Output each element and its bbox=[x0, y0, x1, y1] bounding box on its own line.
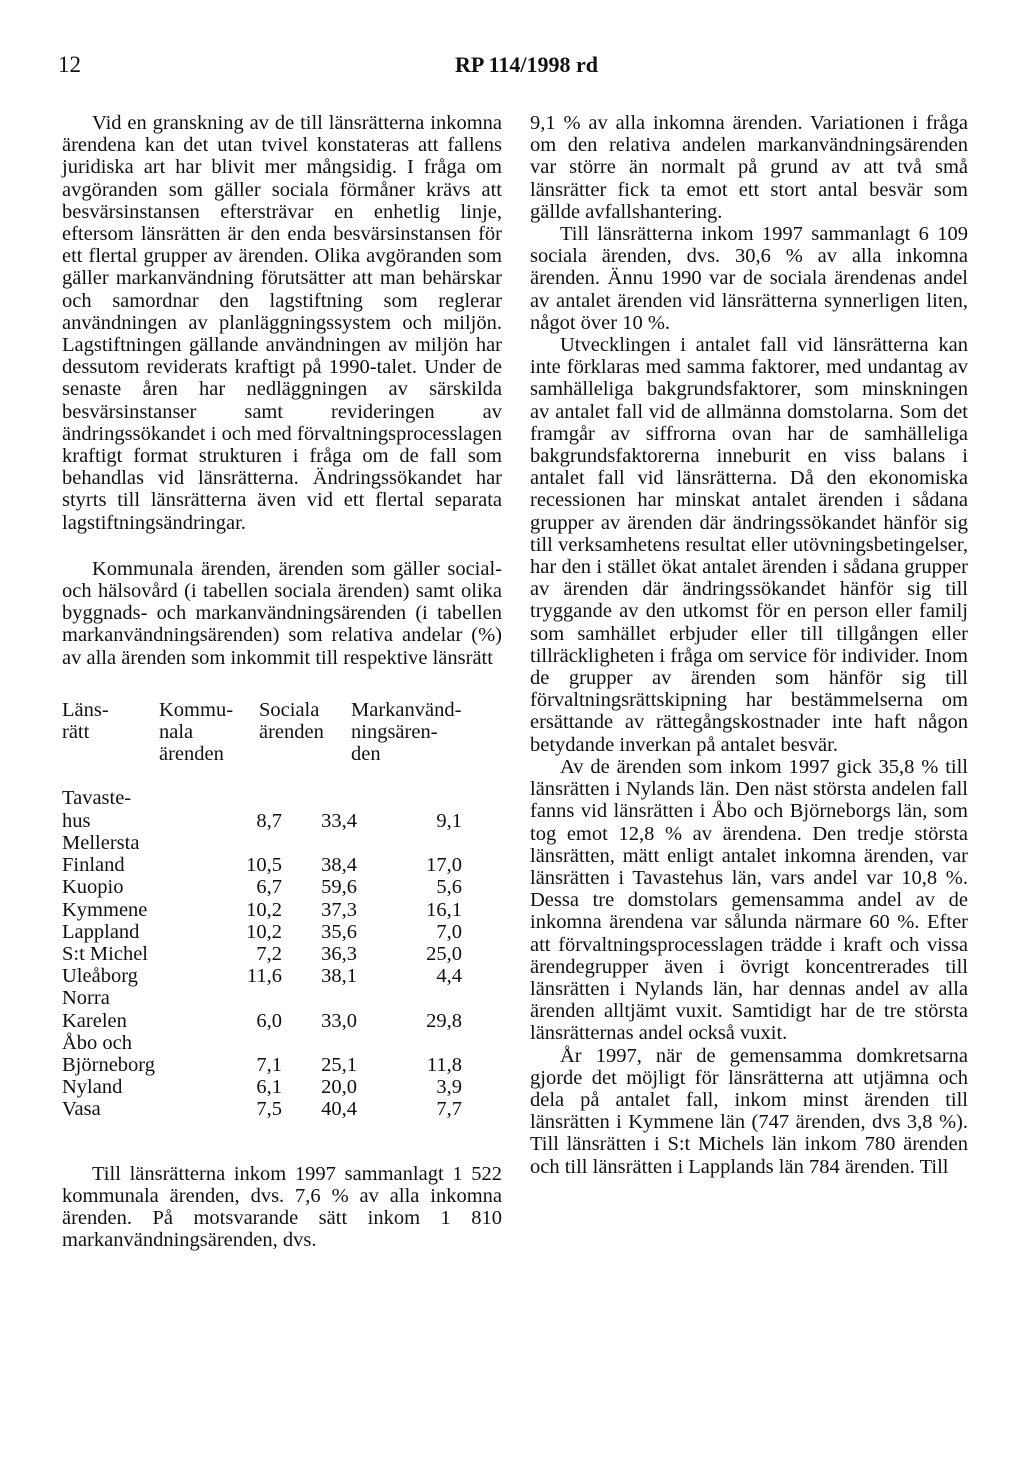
row-name: Tavaste- hus bbox=[62, 787, 132, 832]
row-name: Vasa bbox=[62, 1098, 101, 1121]
table-row bbox=[62, 921, 502, 943]
header-kommunala: Kommu- nala ärenden bbox=[159, 698, 234, 766]
running-head: RP 114/1998 rd bbox=[455, 52, 599, 77]
left-paragraph-1: Vid en granskning av de till länsrätterna inkomna ärendena kan det utan tvivel konstateras att fallens juridiska art har blivit mer mångsidig. I fråga om avgöranden som gäller sociala förmåner krävs att besvärsinstansen eftersträvar en enhetlig linje, eftersom länsrätten är den enda besvärsinstansen för ett flertal grupper av ärenden. Olika avgöranden som gäller markanvändning förutsätter att man behärskar och samordnar den lagstiftning som reglerar användningen av planläggningssystem och miljön. Lagstiftningen gällande användningen av miljön har dessutom reviderats kraftigt på 1990-talet. Under de senaste åren har nedläggningen av särskilda besvärsinstanser samt revideringen av ändringssökandet i och med förvaltningsprocesslagen kraftigt format strukturen i fråga om de fall som behandlas vid länsrätterna. Ändringssökandet har styrts till länsrätterna även vid ett flertal separata lagstiftningsändringar. bbox=[62, 112, 502, 534]
row-kommunala: 6,1 bbox=[256, 1076, 282, 1099]
row-kommunala: 8,7 bbox=[256, 809, 282, 832]
table-row bbox=[62, 1076, 502, 1098]
table-row bbox=[62, 965, 502, 987]
row-sociala: 40,4 bbox=[321, 1098, 357, 1121]
page-number: 12 bbox=[58, 52, 81, 77]
table-row bbox=[62, 876, 502, 898]
row-mark: 11,8 bbox=[426, 1053, 462, 1076]
table-row bbox=[62, 987, 502, 1031]
row-mark: 4,4 bbox=[436, 965, 462, 988]
row-sociala: 36,3 bbox=[321, 942, 357, 965]
row-name: Norra Karelen bbox=[62, 987, 127, 1032]
row-kommunala: 10,5 bbox=[246, 854, 282, 877]
row-name: Lappland bbox=[62, 920, 140, 943]
row-name: Kymmene bbox=[62, 898, 148, 921]
table-body bbox=[62, 787, 502, 1120]
left-paragraph-after-table: Till länsrätterna inkom 1997 sammanlagt 1 522 kommunala ärenden, dvs. 7,6 % av alla inkomna ärenden. På motsvarande sätt inkom 1 810 markanvändningsärenden, dvs. bbox=[62, 1162, 502, 1252]
row-sociala: 35,6 bbox=[321, 920, 357, 943]
row-mark: 7,0 bbox=[436, 920, 462, 943]
row-mark: 5,6 bbox=[436, 876, 462, 899]
right-paragraph-4: Av de ärenden som inkom 1997 gick 35,8 % till länsrätten i Nylands län. Den näst största andelen fall fanns vid länsrätten i Åbo och Björneborgs län, som tog emot 12,8 % av ärendena. Den tredje största länsrätten, mätt enligt antalet inkomna ärenden, var länsrätten i Tavastehus län, vars andel var 10,8 %. Dessa tre domstolars gemensamma andel av de inkomna ärendena var sålunda närmare 60 %. Efter att förvaltningsprocesslagen trädde i kraft och vissa ärendegrupper även i övrigt koncentrerades till länsrätten i Nylands län, har dennas andel av alla ärenden alltjämt vuxit. Samtidigt har de tre största länsrätternas andel också vuxit. bbox=[530, 755, 968, 1045]
right-paragraph-2: Till länsrätterna inkom 1997 sammanlagt 6 109 sociala ärenden, dvs. 30,6 % av alla inkomna ärenden. Ännu 1990 var de sociala ärendenas andel av antalet ärenden vid länsrätterna synnerligen liten, något över 10 %. bbox=[530, 223, 968, 334]
row-kommunala: 7,2 bbox=[256, 942, 282, 965]
header-markanvandning: Markanvänd- ningsären- den bbox=[351, 698, 462, 766]
row-kommunala: 6,7 bbox=[256, 876, 282, 899]
row-name: Uleåborg bbox=[62, 965, 138, 988]
row-sociala: 33,0 bbox=[321, 1009, 357, 1032]
row-kommunala: 7,1 bbox=[256, 1053, 282, 1076]
row-mark: 29,8 bbox=[426, 1009, 462, 1032]
row-sociala: 33,4 bbox=[321, 809, 357, 832]
row-mark: 3,9 bbox=[436, 1076, 462, 1099]
table-row bbox=[62, 1098, 502, 1120]
row-kommunala: 10,2 bbox=[246, 898, 282, 921]
table-row bbox=[62, 787, 502, 831]
table-row bbox=[62, 1032, 502, 1076]
row-name: Mellersta Finland bbox=[62, 831, 140, 877]
right-paragraph-1: 9,1 % av alla inkomna ärenden. Variationen i fråga om den relativa andelen markanvändningsärenden var större än normalt på grund av att två små länsrätter fick ta emot ett stort antal besvär som gällde avfallshantering. bbox=[530, 112, 968, 223]
row-mark: 16,1 bbox=[426, 898, 462, 921]
row-name: Nyland bbox=[62, 1076, 123, 1099]
row-kommunala: 6,0 bbox=[256, 1009, 282, 1032]
row-sociala: 38,1 bbox=[321, 965, 357, 988]
right-column bbox=[530, 112, 968, 1178]
row-sociala: 59,6 bbox=[321, 876, 357, 899]
row-kommunala: 11,6 bbox=[246, 965, 282, 988]
row-mark: 9,1 bbox=[436, 809, 462, 832]
row-name: Åbo och Björneborg bbox=[62, 1031, 156, 1076]
table-caption: Kommunala ärenden, ärenden som gäller social- och hälsovård (i tabellen sociala ärenden) samt olika byggnads- och markanvändningsärenden (i tabellen markanvändningsärenden) som relativa andelar (%) av alla ärenden som inkommit till respektive länsrätt bbox=[62, 557, 502, 669]
row-sociala: 25,1 bbox=[321, 1053, 357, 1076]
row-sociala: 20,0 bbox=[321, 1076, 357, 1099]
right-paragraph-5: År 1997, när de gemensamma domkretsarna gjorde det möjligt för länsrätterna att utjämna och dela på antalet fall, inkom minst ärenden till länsrätten i Kymmene län (747 ärenden, dvs 3,8 %). Till länsrätten i S:t Michels län inkom 780 ärenden och till länsrätten i Lapplands län 784 ärenden. Till bbox=[530, 1044, 968, 1178]
left-column bbox=[62, 112, 502, 1251]
row-name: S:t Michel bbox=[62, 942, 148, 965]
table-row bbox=[62, 943, 502, 965]
statistics-table bbox=[62, 699, 502, 1121]
row-kommunala: 10,2 bbox=[246, 920, 282, 943]
row-mark: 25,0 bbox=[426, 942, 462, 965]
row-mark: 7,7 bbox=[436, 1098, 462, 1121]
row-mark: 17,0 bbox=[426, 854, 462, 877]
row-sociala: 38,4 bbox=[321, 854, 357, 877]
table-row bbox=[62, 899, 502, 921]
row-sociala: 37,3 bbox=[321, 898, 357, 921]
table-header bbox=[62, 699, 502, 766]
table-row bbox=[62, 832, 502, 876]
row-kommunala: 7,5 bbox=[256, 1098, 282, 1121]
right-paragraph-3: Utvecklingen i antalet fall vid länsrätterna kan inte förklaras med samma faktorer, med undantag av samhälleliga bakgrundsfaktorer, som minskningen av antalet fall vid de allmänna domstolarna. Som det framgår av siffrorna ovan har de samhälleliga bakgrundsfaktorerna inneburit en viss balans i antalet fall vid länsrätterna. Då den ekonomiska recessionen har minskat antalet ärenden i sådana grupper av ärenden där ändringssökandet hänför sig till verksamhetens resultat eller utövningsbetingelser, har den i stället ökat antalet ärenden i sådana grupper av ärenden där ändringssökandet hänför sig till tryggande av den utkomst för en person eller familj som samhället erbjuder eller till tillgången eller tillräckligheten i fråga om service för individer. Inom de grupper av ärenden som hänför sig till förvaltningsrättskipning har bestämmelserna om ersättande av rättegångskostnader inte haft någon betydande inverkan på antalet besvär. bbox=[530, 334, 968, 756]
row-name: Kuopio bbox=[62, 876, 124, 899]
header-sociala: Sociala ärenden bbox=[259, 698, 324, 744]
header-lansratt: Läns- rätt bbox=[62, 698, 109, 744]
